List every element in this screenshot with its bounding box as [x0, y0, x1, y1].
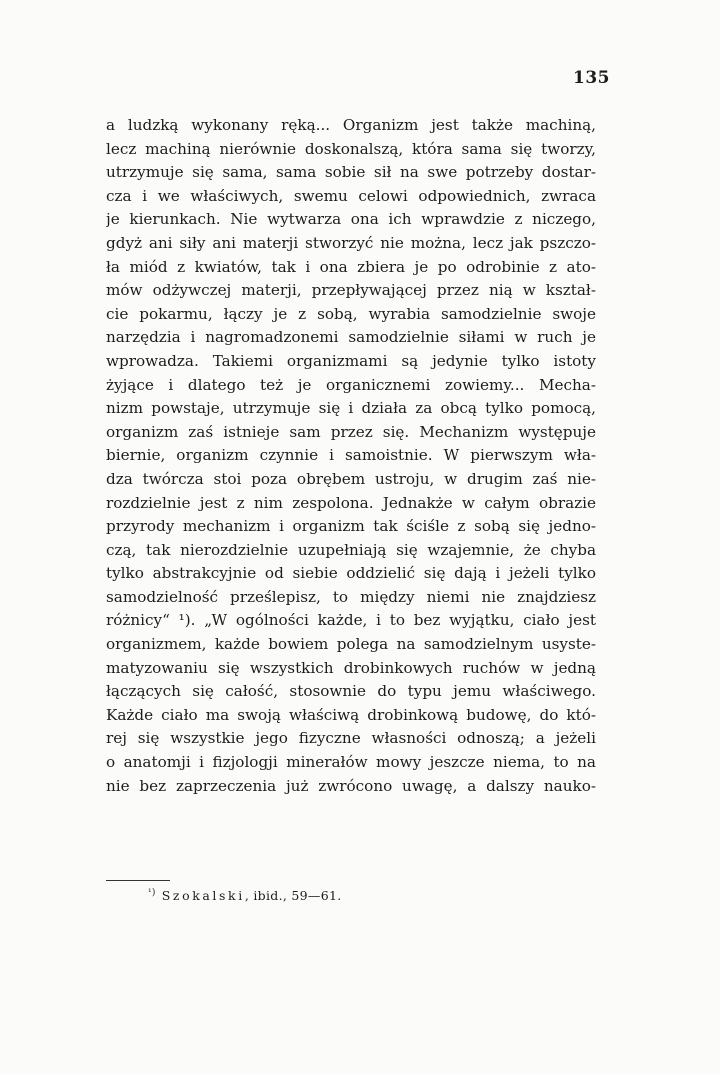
text-line: o anatomji i fizjologji minerałów mowy jeszcze niema, to na [106, 753, 596, 772]
footnote [148, 888, 341, 903]
footnote-marker: ¹) [148, 888, 156, 898]
text-line: łączących się całość, stosownie do typu jemu właściwego. [106, 682, 596, 701]
footnote-reference: , ibid., 59—61. [244, 888, 342, 904]
text-line: rozdzielnie jest z nim zespolona. Jednakże w całym obrazie [106, 493, 596, 512]
footnote-author: Szokalski [161, 888, 245, 904]
text-line: biernie, organizm czynnie i samoistnie. W pierwszym wła- [106, 446, 596, 465]
text-line: przyrody mechanizm i organizm tak ściśle z sobą się jedno- [106, 517, 596, 536]
footnote-divider [106, 880, 170, 881]
text-line: rej się wszystkie jego fizyczne własności odnoszą; a jeżeli [106, 729, 596, 748]
text-line: cza i we właściwych, swemu celowi odpowiednich, zwraca [106, 186, 596, 205]
text-line: gdyż ani siły ani materji stworzyć nie można, lecz jak pszczo- [106, 233, 596, 252]
text-line: lecz machiną nierównie doskonalszą, która sama się tworzy, [106, 139, 596, 158]
text-line: utrzymuje się sama, sama sobie sił na swe potrzeby dostar- [106, 163, 596, 182]
body-text [106, 114, 596, 798]
text-line: żyjące i dlatego też je organicznemi zowiemy... Mecha- [106, 375, 596, 394]
text-line: matyzowaniu się wszystkich drobinkowych ruchów w jedną [106, 658, 596, 677]
text-line: wprowadza. Takiemi organizmami są jedynie tylko istoty [106, 351, 596, 370]
text-line: czą, tak nierozdzielnie uzupełniają się wzajemnie, że chyba [106, 540, 596, 559]
text-line: nie bez zaprzeczenia już zwrócono uwagę, a dalszy nauko- [106, 776, 596, 795]
text-line: dza twórcza stoi poza obrębem ustroju, w drugim zaś nie- [106, 469, 596, 488]
text-line: narzędzia i nagromadzonemi samodzielnie siłami w ruch je [106, 328, 596, 347]
text-line: nizm powstaje, utrzymuje się i działa za obcą tylko pomocą, [106, 399, 596, 418]
text-line: mów odżywczej materji, przepływającej przez nią w kształ- [106, 281, 596, 300]
text-line: samodzielność prześlepisz, to między niemi nie znajdziesz [106, 587, 596, 606]
text-line: tylko abstrakcyjnie od siebie oddzielić się dają i jeżeli tylko [106, 564, 596, 583]
text-line: organizm zaś istnieje sam przez się. Mechanizm występuje [106, 422, 596, 441]
text-line: organizmem, każde bowiem polega na samodzielnym usyste- [106, 635, 596, 654]
text-line: Każde ciało ma swoją właściwą drobinkową budowę, do któ- [106, 705, 596, 724]
text-line: je kierunkach. Nie wytwarza ona ich wprawdzie z niczego, [106, 210, 596, 229]
text-line: a ludzką wykonany ręką... Organizm jest także machiną, [106, 116, 596, 134]
page-number: 135 [573, 68, 610, 88]
text-line: cie pokarmu, łączy je z sobą, wyrabia samodzielnie swoje [106, 304, 596, 323]
text-line: różnicy“ ¹). „W ogólności każde, i to bez wyjątku, ciało jest [106, 611, 596, 630]
text-line: ła miód z kwiatów, tak i ona zbiera je po odrobinie z ato- [106, 257, 596, 276]
